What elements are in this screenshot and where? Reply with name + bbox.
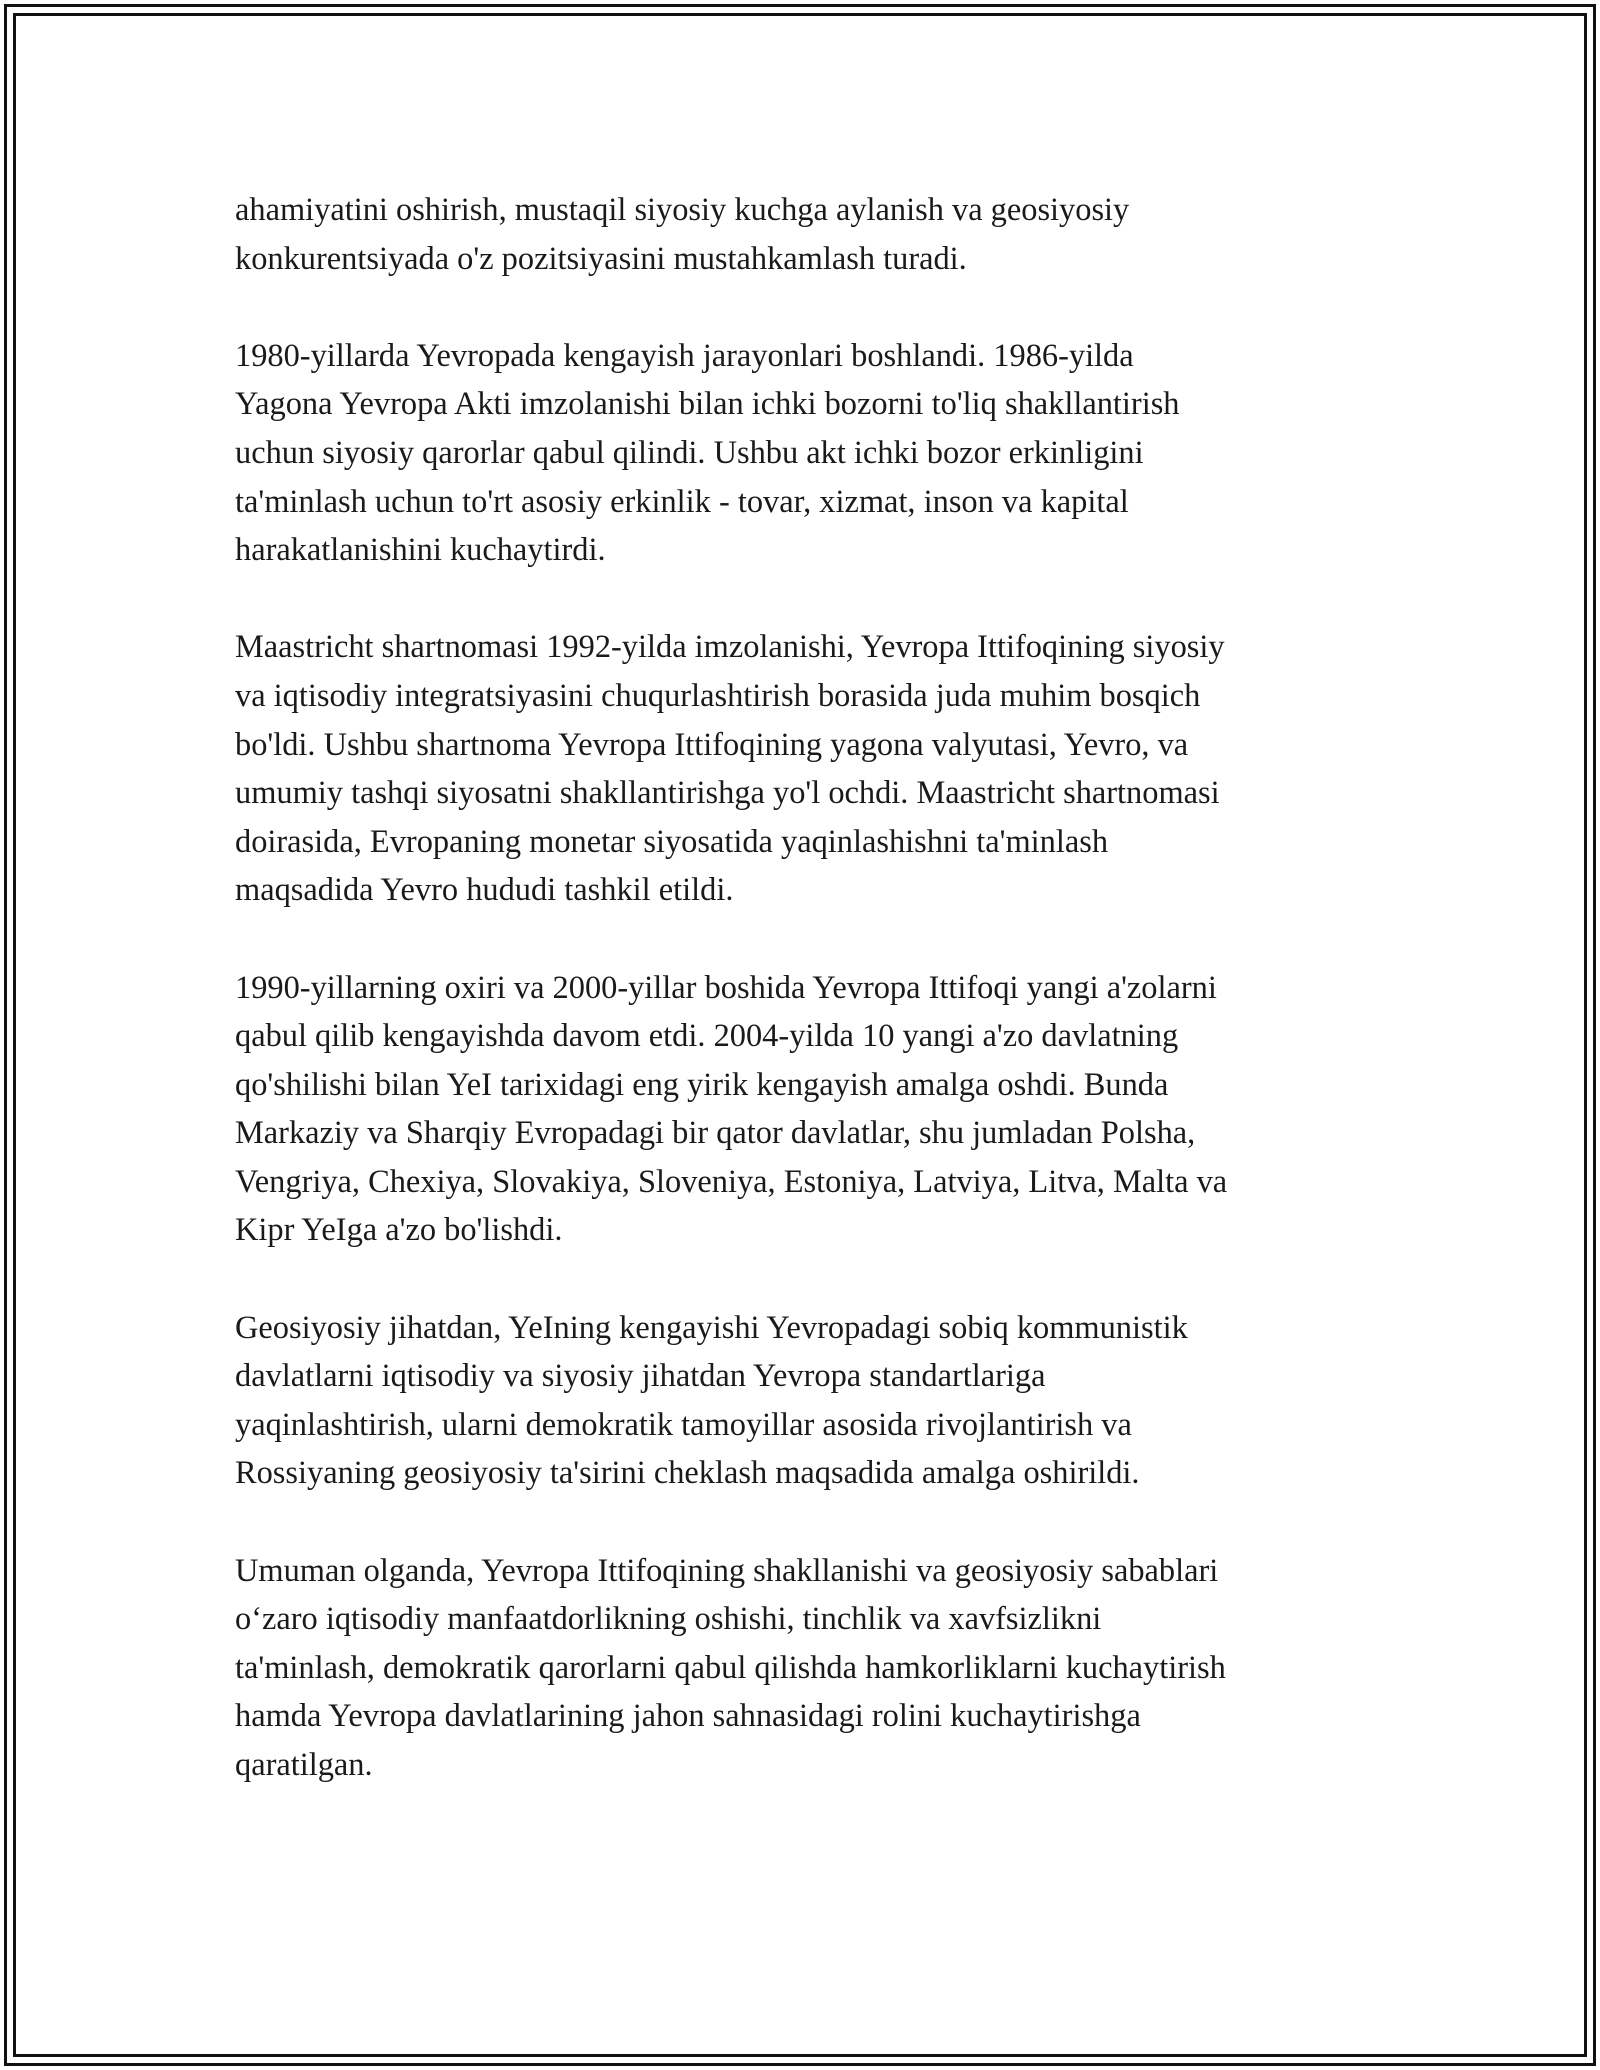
document-body (235, 186, 1370, 1838)
paragraph-1: ahamiyatini oshirish, mustaqil siyosiy kuchga aylanish va geosiyosiy konkurentsiyada o'z pozitsiyasini mustahkamlash turadi. (235, 192, 1130, 277)
paragraph-4: 1990-yillarning oxiri va 2000-yillar boshida Yevropa Ittifoqi yangi a'zolarni qabul qilib kengayishda davom etdi. 2004-yilda 10 yangi a'zo davlatning qo'shilishi bilan YeI tarixidagi eng yirik kengayish amalga oshdi. Bunda Markaziy va Sharqiy Evropadagi bir qator davlatlar, shu jumladan Polsha, Vengriya, Chexiya, Slovakiya, Sloveniya, Estoniya, Latviya, Litva, Malta va Kipr YeIga a'zo bo'lishdi. (235, 969, 1228, 1249)
paragraph-3: Maastricht shartnomasi 1992-yilda imzolanishi, Yevropa Ittifoqining siyosiy va iqtisodiy integratsiyasini chuqurlashtirish borasida juda muhim bosqich bo'ldi. Ushbu shartnoma Yevropa Ittifoqining yagona valyutasi, Yevro, va umumiy tashqi siyosatni shakllantirishga yo'l ochdi. Maastricht shartnomasi doirasida, Evropaning monetar siyosatida yaqinlashishni ta'minlash maqsadida Yevro hududi tashkil etildi. (235, 629, 1225, 909)
paragraph-6: Umuman olganda, Yevropa Ittifoqining shakllanishi va geosiyosiy sabablari o‘zaro iqtisodiy manfaatdorlikning oshishi, tinchlik va xavfsizlikni ta'minlash, demokratik qarorlarni qabul qilishda hamkorliklarni kuchaytirish hamda Yevropa davlatlarining jahon sahnasidagi rolini kuchaytirishga qaratilgan. (235, 1552, 1226, 1783)
paragraph-2: 1980-yillarda Yevropada kengayish jarayonlari boshlandi. 1986-yilda Yagona Yevropa Akti imzolanishi bilan ichki bozorni to'liq shakllantirish uchun siyosiy qarorlar qabul qilindi. Ushbu akt ichki bozor erkinligini ta'minlash uchun to'rt asosiy erkinlik - tovar, xizmat, inson va kapital harakatlanishini kuchaytirdi. (235, 337, 1180, 569)
paragraph-5: Geosiyosiy jihatdan, YeIning kengayishi Yevropadagi sobiq kommunistik davlatlarni iqtisodiy va siyosiy jihatdan Yevropa standartlariga yaqinlashtirish, ularni demokratik tamoyillar asosida rivojlantirish va Rossiyaning geosiyosiy ta'sirini cheklash maqsadida amalga oshirildi. (235, 1309, 1188, 1492)
